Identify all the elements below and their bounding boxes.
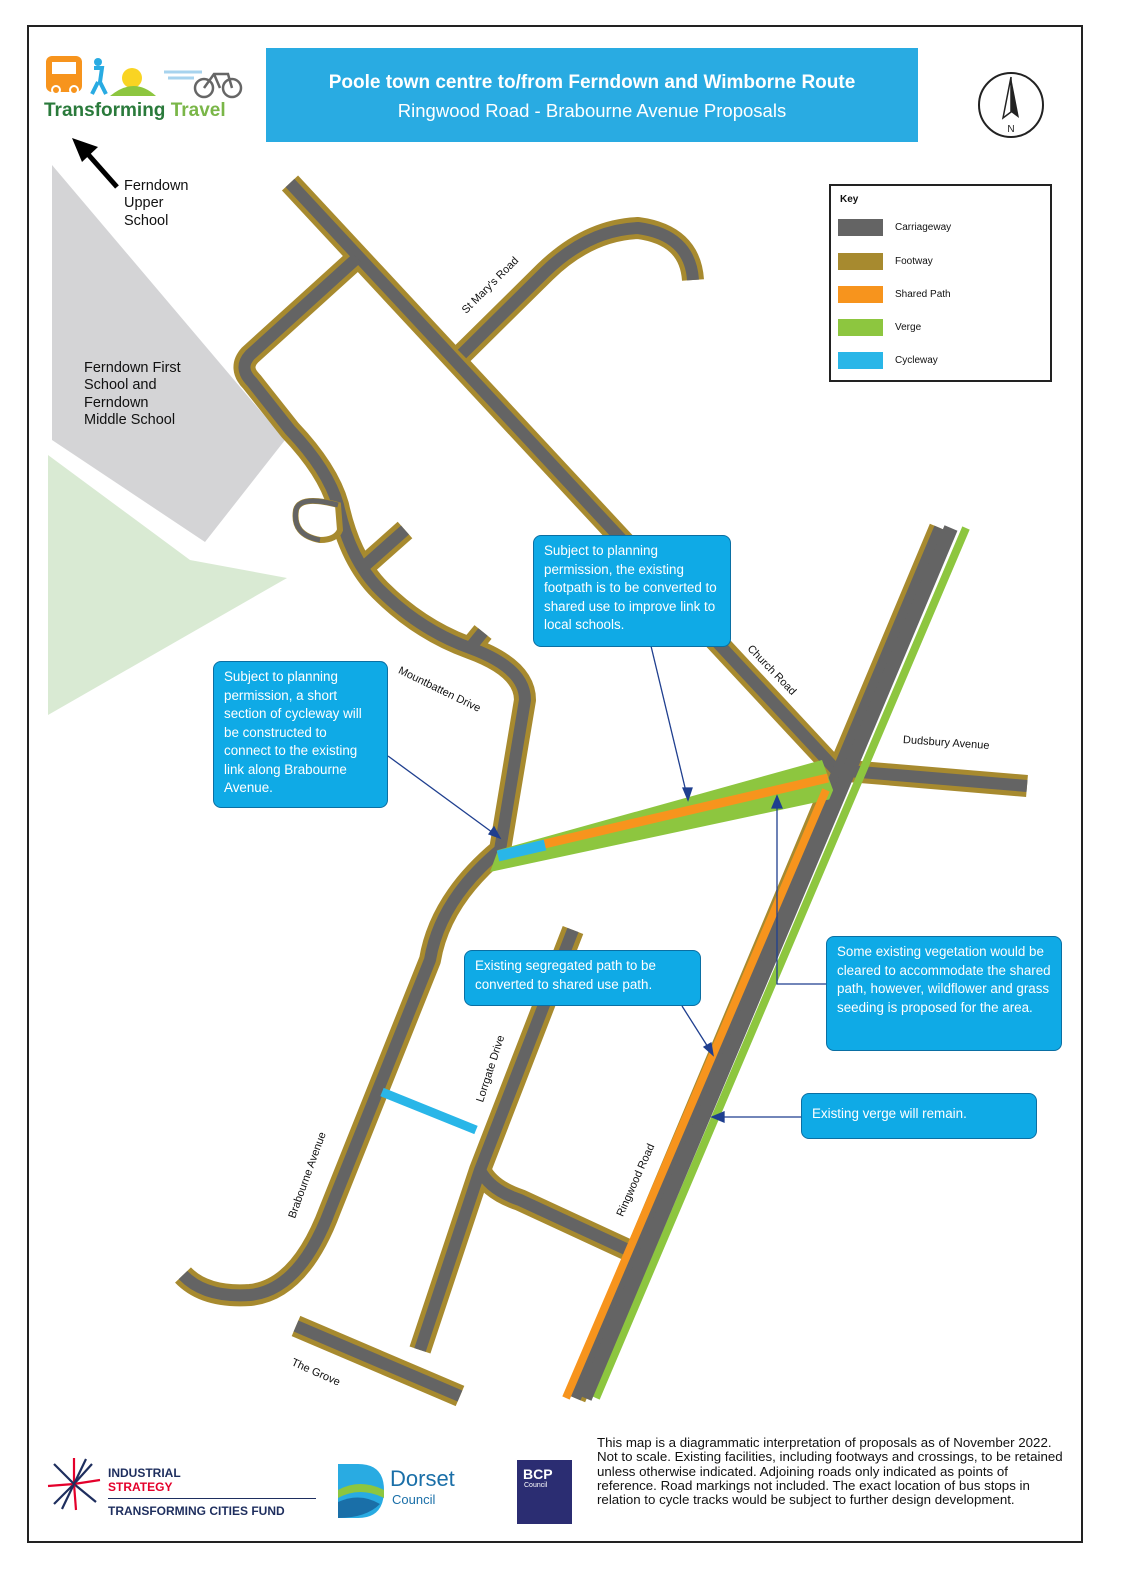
title-banner — [266, 48, 918, 142]
logo-title: Transforming Travel — [44, 100, 226, 121]
upper-school-label: Ferndown Upper School — [124, 178, 189, 229]
strategy-text: STRATEGY — [108, 1480, 173, 1494]
road-label-st-marys: St Mary's Road — [459, 254, 522, 317]
key-title: Key — [840, 194, 859, 205]
key-label: Shared Path — [895, 289, 951, 300]
key-swatch — [838, 253, 883, 270]
key-label: Cycleway — [895, 355, 938, 366]
starburst-icon — [46, 1456, 102, 1512]
key-item-carriageway — [838, 219, 1048, 239]
callout-footpath: Subject to planning permission, the existing footpath is to be converted to shared use to improve link to local schools. — [533, 535, 731, 647]
key-item-footway — [838, 253, 1048, 273]
key-swatch — [838, 352, 883, 369]
industrial-text: INDUSTRIAL — [108, 1466, 181, 1480]
key-label: Carriageway — [895, 222, 952, 233]
industrial-strategy-logo — [46, 1456, 316, 1520]
callout-vegetation: Some existing vegetation would be cleared to accommodate the shared path, however, wildflower and grass seeding is proposed for the area. — [826, 936, 1062, 1051]
callout-verge: Existing verge will remain. — [801, 1093, 1037, 1139]
council-text: Council — [392, 1492, 436, 1507]
disclaimer-note: This map is a diagrammatic interpretation of proposals as of November 2022. Not to scale. Existing facilities, including footways and crossings, to be retained unless otherwise indicated. Adjoining roads only indicated as points of reference. Road markings not included. The exact location of bus stops in relation to cycle tracks would be subject to further design development. — [597, 1435, 1063, 1508]
key-swatch — [838, 219, 883, 236]
north-arrow-icon — [976, 70, 1046, 140]
road-label-church: Church Road — [744, 642, 799, 698]
travel-icons — [44, 52, 244, 100]
bcp-text: BCP — [523, 1466, 553, 1482]
page-subtitle: Ringwood Road - Brabourne Avenue Proposals — [397, 100, 787, 121]
road-label-dudsbury: Dudsbury Avenue — [902, 734, 990, 753]
key-swatch — [838, 286, 883, 303]
road-label-the-grove: The Grove — [289, 1356, 342, 1389]
key-swatch — [838, 319, 883, 336]
road-label-lorrgate: Lorrgate Drive — [474, 1033, 508, 1104]
dorset-text: Dorset — [390, 1466, 455, 1491]
ringwood-shared-path — [566, 790, 826, 1398]
road-label-mountbatten: Mountbatten Drive — [396, 664, 483, 715]
callout-segregated-path: Existing segregated path to be converted to shared use path. — [464, 950, 701, 1006]
map-key — [829, 184, 1052, 382]
key-label: Footway — [895, 256, 933, 267]
direction-arrow — [72, 138, 117, 187]
lorrgate-cycleway — [382, 1092, 476, 1130]
logo-divider — [108, 1498, 316, 1499]
key-label: Verge — [895, 322, 922, 333]
bcp-council-text: Council — [524, 1482, 548, 1489]
north-label: N — [1007, 124, 1015, 135]
road-label-brabourne: Brabourne Avenue — [286, 1130, 329, 1221]
callout-cycleway: Subject to planning permission, a short section of cycleway will be constructed to connect to the existing link along Brabourne Avenue. — [213, 661, 388, 808]
key-item-cycleway — [838, 352, 1048, 372]
first-school-label: Ferndown First School and Ferndown Middle School — [84, 360, 181, 429]
dorset-emblem-icon — [336, 1462, 386, 1520]
bcp-council-logo — [517, 1460, 572, 1524]
transforming-travel-logo — [44, 52, 244, 132]
key-item-verge — [838, 319, 1048, 339]
page-title: Poole town centre to/from Ferndown and Wimborne Route — [328, 72, 856, 93]
key-item-shared-path — [838, 286, 1048, 306]
dorset-council-logo — [336, 1462, 476, 1522]
road-label-ringwood: Ringwood Road — [614, 1142, 658, 1219]
tcf-text: TRANSFORMING CITIES FUND — [108, 1504, 285, 1518]
